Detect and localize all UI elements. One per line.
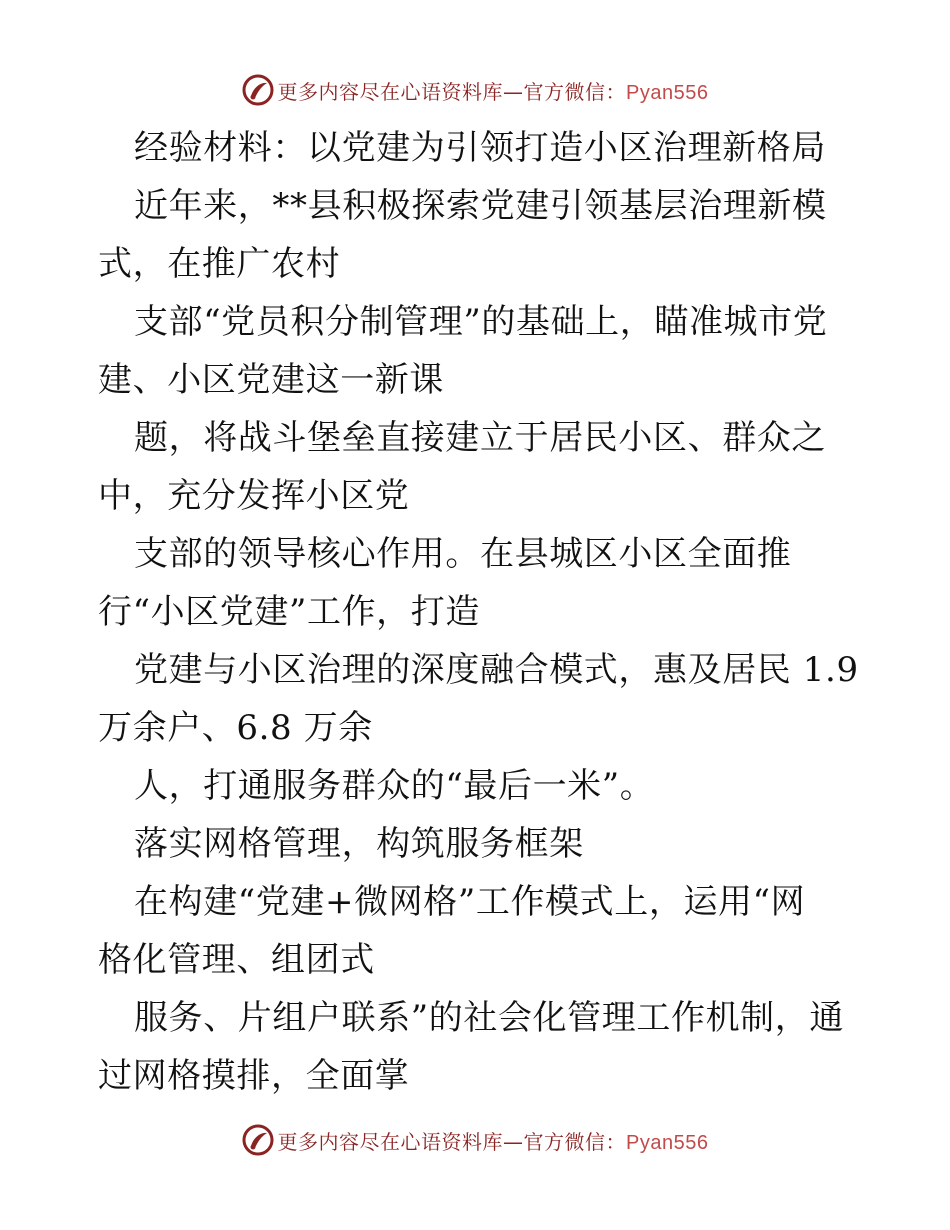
watermark-slogan: 更多内容尽在心语资料库	[277, 79, 504, 104]
paragraph-line: 中，充分发挥小区党	[98, 476, 410, 516]
paragraph-line: 行“小区党建”工作，打造	[98, 592, 480, 632]
paragraph-line: 格化管理、组团式	[98, 940, 375, 980]
watermark-slogan: 更多内容尽在心语资料库	[277, 1129, 504, 1154]
watermark-wechat-id: Pyan556	[626, 1131, 709, 1154]
paragraph-line: 在构建“党建+微网格”工作模式上，运用“网	[134, 882, 806, 922]
watermark-wechat-label: 官方微信：	[523, 1129, 627, 1154]
watermark-wechat-label: 官方微信：	[523, 79, 627, 104]
paragraph-line: 过网格摸排，全面掌	[98, 1056, 410, 1096]
paragraph-line: 近年来，**县积极探索党建引领基层治理新模	[134, 186, 827, 226]
watermark-text	[278, 76, 709, 105]
paragraph-line: 万余户、6.8 万余	[98, 708, 373, 748]
document-title: 经验材料：以党建为引领打造小区治理新格局	[134, 128, 826, 168]
brush-seal-icon	[242, 1124, 274, 1156]
footer-watermark	[0, 1120, 950, 1160]
paragraph-line: 支部“党员积分制管理”的基础上，瞄准城市党	[134, 302, 828, 342]
paragraph-line: 支部的领导核心作用。在县城区小区全面推	[134, 534, 792, 574]
header-watermark	[0, 70, 950, 110]
section-heading: 落实网格管理，构筑服务框架	[134, 824, 584, 864]
paragraph-line: 人，打通服务群众的“最后一米”。	[134, 766, 655, 806]
watermark-separator: —	[503, 1129, 524, 1154]
paragraph-line: 服务、片组户联系”的社会化管理工作机制，通	[134, 998, 844, 1038]
watermark-separator: —	[503, 79, 524, 104]
paragraph-line: 建、小区党建这一新课	[98, 360, 444, 400]
watermark-text	[278, 1126, 709, 1155]
watermark-wechat-id: Pyan556	[626, 81, 709, 104]
brush-seal-icon	[242, 74, 274, 106]
paragraph-line: 式，在推广农村	[98, 244, 341, 284]
paragraph-line: 题，将战斗堡垒直接建立于居民小区、群众之	[134, 418, 826, 458]
paragraph-line: 党建与小区治理的深度融合模式，惠及居民 1.9	[134, 650, 859, 690]
